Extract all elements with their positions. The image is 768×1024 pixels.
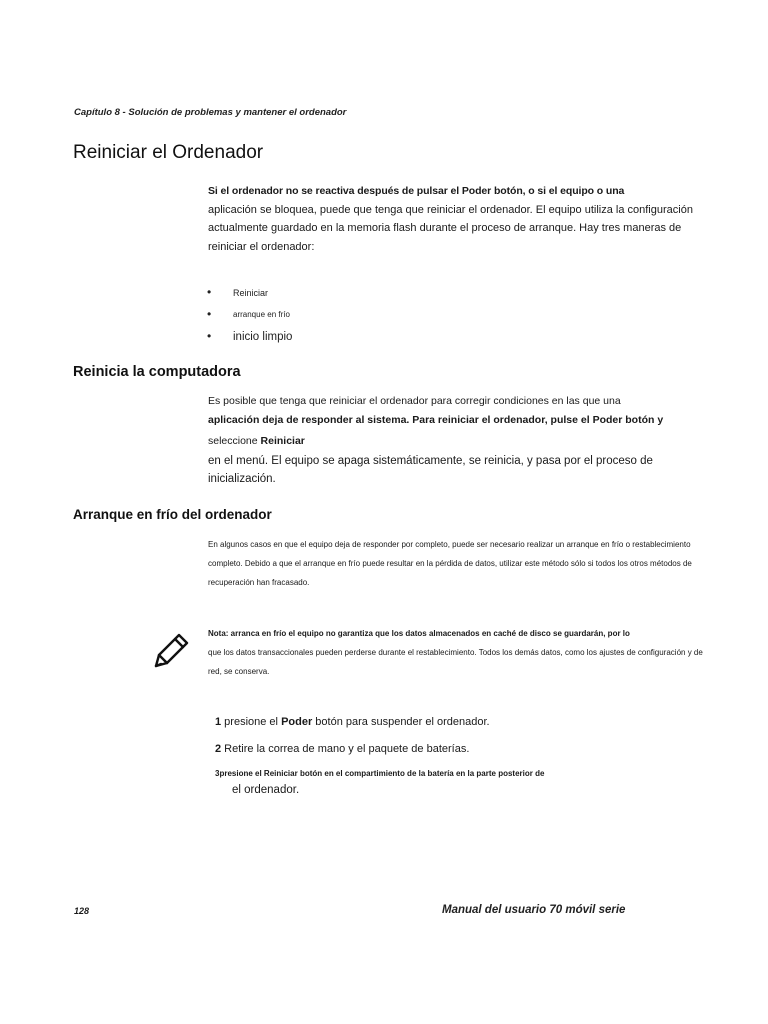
note-first: arranca en frío el equipo no garantiza que los datos almacenados en caché de disco se guardarán, por lo	[228, 629, 630, 638]
intro-poder: Poder	[461, 185, 492, 197]
cold-boot-body: En algunos casos en que el equipo deja de responder por completo, puede ser necesario realizar un arranque en frío o restablecimiento completo. Debido a que el arranque en frío puede resultar en la pérdida de datos, utilizar este método sólo si todos los otros métodos de recuperación han fracasado.	[208, 540, 692, 587]
step-text: presione el	[221, 716, 282, 728]
step-text: botón en el compartimiento de la batería en la parte posterior de	[297, 769, 545, 778]
note-line-1	[208, 629, 630, 638]
reboot-text-a: aplicación deja de responder al sistema. Para reiniciar el ordenador, pulse el	[208, 414, 593, 426]
note-label: Nota:	[208, 629, 229, 638]
reboot-poder: Poder	[592, 414, 623, 426]
restart-intro	[208, 182, 708, 256]
reboot-text-c: botón y	[622, 414, 664, 426]
steps-list	[215, 713, 715, 799]
note-block	[208, 624, 708, 681]
reboot-body	[208, 392, 708, 488]
reboot-line-2	[208, 410, 708, 431]
step-text: botón para suspender el ordenador.	[312, 716, 490, 728]
step-3	[215, 767, 715, 781]
intro-text-c: botón, o si el equipo o una	[491, 185, 625, 197]
section-title-restart: Reiniciar el Ordenador	[73, 142, 264, 163]
footer-manual-title: Manual del usuario 70 móvil serie	[442, 904, 626, 916]
step-1	[215, 713, 715, 731]
step-poder: Poder	[281, 716, 313, 728]
intro-line-1	[208, 185, 624, 197]
step-number: 1	[215, 716, 222, 728]
reboot-line-4: en el menú. El equipo se apaga sistemáticamente, se reinicia, y pasa por el proceso de inicialización.	[208, 455, 653, 485]
reboot-select: seleccione	[208, 435, 261, 447]
intro-text-a: Si el ordenador no se reactiva después de pulsar el	[208, 185, 462, 197]
intro-line-2: aplicación se bloquea, puede que tenga que reiniciar el ordenador. El equipo utiliza la configuración actualmente guardado en la memoria flash durante el proceso de arranque. Hay tres maneras de reiniciar el ordenador:	[208, 203, 693, 253]
list-item: • Reiniciar	[207, 284, 292, 306]
section-title-reboot: Reinicia la computadora	[73, 364, 241, 380]
reboot-line-1: Es posible que tenga que reiniciar el ordenador para corregir condiciones en las que una	[208, 395, 621, 407]
list-item: • inicio limpio	[207, 328, 292, 350]
pencil-icon	[150, 630, 192, 672]
step-number: 2	[215, 743, 222, 755]
restart-methods-list	[207, 284, 292, 350]
step-2	[215, 740, 715, 758]
step-text: presione el	[219, 769, 264, 778]
step-text: Retire la correa de mano y el paquete de baterías.	[221, 743, 470, 755]
reboot-reiniciar: Reiniciar	[260, 435, 305, 447]
page-number: 128	[74, 906, 90, 916]
reboot-line-3	[208, 431, 708, 452]
step-reiniciar: Reiniciar	[263, 769, 298, 778]
chapter-header: Capítulo 8 - Solución de problemas y mantener el ordenador	[74, 107, 347, 118]
step-number: 3	[215, 769, 220, 778]
list-item: • arranque en frío	[207, 306, 292, 328]
step-3-continued: el ordenador.	[232, 784, 300, 796]
note-rest: que los datos transaccionales pueden perderse durante el restablecimiento. Todos los demás datos, como los ajustes de configuración y de red, se conserva.	[208, 648, 703, 676]
section-title-cold-boot: Arranque en frío del ordenador	[73, 507, 272, 522]
